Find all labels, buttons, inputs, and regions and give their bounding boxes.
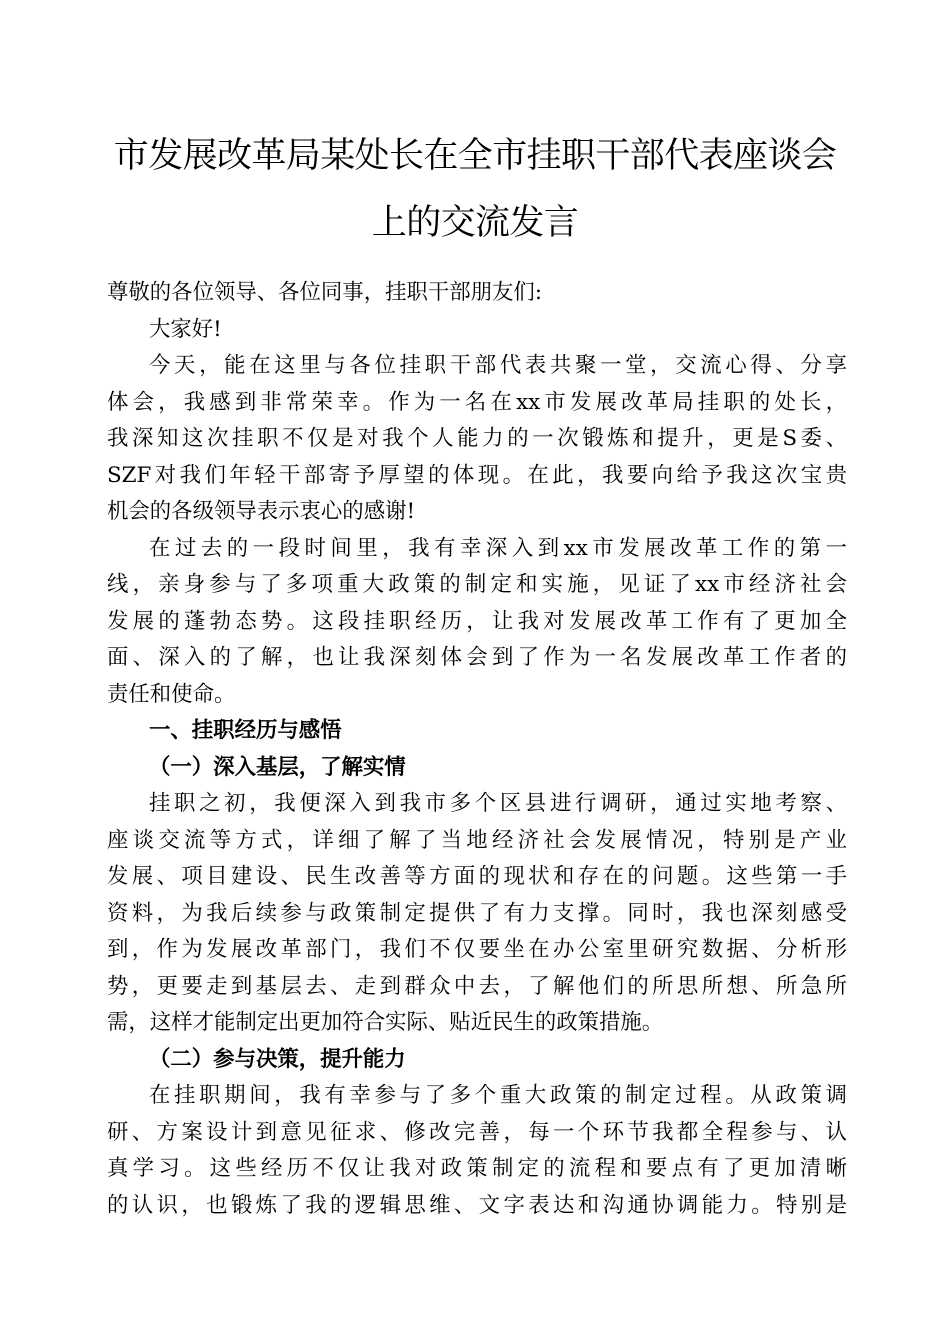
- paragraph-line: 势，更要走到基层去、走到群众中去，了解他们的所思所想、所急所: [107, 973, 847, 999]
- paragraph-line: 的认识，也锻炼了我的逻辑思维、文字表达和沟通协调能力。特别是: [107, 1192, 847, 1218]
- paragraph-line: 在挂职期间，我有幸参与了多个重大政策的制定过程。从政策调: [149, 1083, 847, 1108]
- paragraph-line: 尊敬的各位领导、各位同事，挂职干部朋友们:: [107, 280, 543, 305]
- paragraph-line: 到，作为发展改革部门，我们不仅要坐在办公室里研究数据、分析形: [107, 937, 847, 962]
- paragraph-line: 发展、项目建设、民生改善等方面的现状和存在的问题。这些第一手: [107, 864, 847, 889]
- paragraph-line: 在过去的一段时间里，我有幸深入到xx市发展改革工作的第一: [149, 535, 847, 561]
- paragraph-line: 研、方案设计到意见征求、修改完善，每一个环节我都全程参与、认: [107, 1119, 847, 1145]
- section-heading-line: （一）深入基层，了解实情: [149, 754, 406, 780]
- section-heading-line: 一、挂职经历与感悟: [149, 718, 342, 743]
- paragraph-line: 我深知这次挂职不仅是对我个人能力的一次锻炼和提升，更是S委、: [107, 426, 847, 451]
- paragraph-line: 机会的各级领导表示衷心的感谢!: [107, 499, 416, 524]
- paragraph-line: 挂职之初，我便深入到我市多个区县进行调研，通过实地考察、: [149, 791, 847, 816]
- paragraph-line: 发展的蓬勃态势。这段挂职经历，让我对发展改革工作有了更加全: [107, 608, 847, 634]
- paragraph-line: 体会，我感到非常荣幸。作为一名在xx市发展改革局挂职的处长，: [107, 389, 847, 415]
- paragraph-line: 线，亲身参与了多项重大政策的制定和实施，见证了xx市经济社会: [107, 572, 847, 597]
- paragraph-line: 今天，能在这里与各位挂职干部代表共聚一堂，交流心得、分享: [149, 353, 847, 378]
- paragraph-line: 真学习。这些经历不仅让我对政策制定的流程和要点有了更加清晰: [107, 1156, 847, 1181]
- paragraph-line: SZF对我们年轻干部寄予厚望的体现。在此，我要向给予我这次宝贵: [107, 462, 847, 488]
- paragraph-line: 责任和使命。: [107, 681, 236, 707]
- document-title-line-2: 上的交流发言: [371, 203, 579, 243]
- paragraph-line: 资料，为我后续参与政策制定提供了有力支撑。同时，我也深刻感受: [107, 900, 847, 926]
- paragraph-line: 需，这样才能制定出更加符合实际、贴近民生的政策措施。: [107, 1010, 664, 1035]
- section-heading-line: （二）参与决策，提升能力: [149, 1046, 406, 1072]
- paragraph-line: 大家好!: [149, 316, 222, 342]
- document-title-line-1: 市发展改革局某处长在全市挂职干部代表座谈会: [113, 136, 837, 176]
- paragraph-line: 面、深入的了解，也让我深刻体会到了作为一名发展改革工作者的: [107, 645, 847, 670]
- paragraph-line: 座谈交流等方式，详细了解了当地经济社会发展情况，特别是产业: [107, 827, 847, 853]
- document-body: [107, 275, 847, 1224]
